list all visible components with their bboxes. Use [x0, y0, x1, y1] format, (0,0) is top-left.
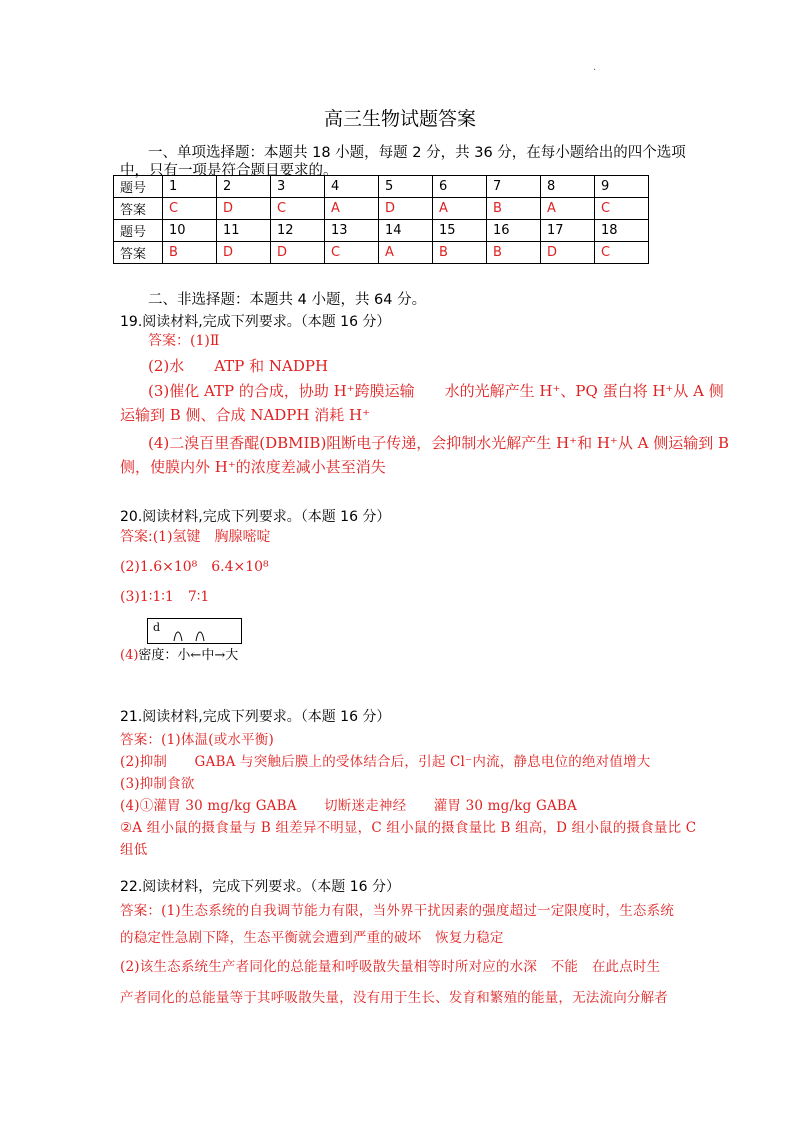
section1-intro-line2: 中，只有一项是符合题目要求的。	[120, 163, 338, 179]
table-cell-number: 10	[163, 220, 217, 242]
q22-answer-1-line2: 的稳定性急剧下降，生态平衡就会遭到严重的破坏 恢复力稳定	[120, 930, 504, 946]
q22-answer-1-line1: 答案：(1)生态系统的自我调节能力有限，当外界干扰因素的强度超过一定限度时，生态系统	[120, 903, 675, 919]
table-cell-number: 9	[595, 176, 649, 198]
table-cell-number: 4	[325, 176, 379, 198]
table-label-answer: 答案	[114, 242, 163, 264]
q21-answer-3: (3)抑制食欲	[120, 776, 195, 792]
table-row-answers	[114, 198, 649, 220]
q20-title: 20.阅读材料,完成下列要求。（本题 16 分）	[120, 509, 391, 525]
table-cell-answer: B	[487, 242, 541, 264]
table-cell-answer: B	[487, 198, 541, 220]
table-row-numbers	[114, 176, 649, 198]
section1-intro-line1: 一、单项选择题：本题共 18 小题，每题 2 分，共 36 分，在每小题给出的四个选项	[148, 145, 686, 161]
table-cell-answer: D	[217, 198, 271, 220]
table-label-question-number: 题号	[114, 220, 163, 242]
q20-answer-line1	[120, 526, 271, 546]
table-cell-answer: C	[595, 242, 649, 264]
page-title: 高三生物试题答案	[323, 108, 476, 130]
table-cell-number: 17	[541, 220, 595, 242]
q22-title: 22.阅读材料，完成下列要求。（本题 16 分）	[120, 879, 400, 895]
table-cell-answer: D	[217, 242, 271, 264]
section2-heading: 二、非选择题：本题共 4 小题，共 64 分。	[148, 292, 427, 308]
table-cell-number: 12	[271, 220, 325, 242]
table-cell-number: 1	[163, 176, 217, 198]
q19-answer-line1	[148, 330, 219, 350]
table-row-answers	[114, 242, 649, 264]
table-cell-answer: B	[163, 242, 217, 264]
q20-answer-label: 答案:	[120, 529, 153, 545]
q22-answer-2-line2: 产者同化的总能量等于其呼吸散失量，没有用于生长、发育和繁殖的能量，无法流向分解者	[120, 990, 668, 1006]
table-cell-number: 16	[487, 220, 541, 242]
q19-answer-2: (2)水 ATP 和 NADPH	[148, 357, 329, 375]
table-label-question-number: 题号	[114, 176, 163, 198]
table-cell-answer: C	[271, 198, 325, 220]
table-cell-answer: A	[325, 198, 379, 220]
table-cell-answer: D	[379, 198, 433, 220]
table-cell-answer: C	[595, 198, 649, 220]
q19-title: 19.阅读材料,完成下列要求。（本题 16 分）	[120, 314, 391, 330]
q21-answer-4: (4)①灌胃 30 mg/kg GABA 切断迷走神经 灌胃 30 mg/kg GABA	[120, 798, 577, 814]
q19-answer-label: 答案：	[148, 333, 190, 349]
table-cell-number: 18	[595, 220, 649, 242]
table-cell-answer: D	[271, 242, 325, 264]
density-axis-label: 密度：小←中→大	[138, 648, 239, 663]
table-cell-number: 11	[217, 220, 271, 242]
table-cell-answer: C	[325, 242, 379, 264]
q21-answer-5-line2: 组低	[120, 842, 148, 858]
answer-table	[113, 175, 649, 264]
table-cell-number: 7	[487, 176, 541, 198]
table-label-answer: 答案	[114, 198, 163, 220]
q21-title: 21.阅读材料,完成下列要求。（本题 16 分）	[120, 709, 391, 725]
table-cell-number: 8	[541, 176, 595, 198]
q20-answer-4-prefix: (4)	[120, 648, 139, 663]
table-cell-answer: A	[433, 198, 487, 220]
table-cell-answer: C	[163, 198, 217, 220]
table-cell-number: 2	[217, 176, 271, 198]
q20-answer-3: (3)1∶1∶1 7∶1	[120, 589, 210, 605]
table-cell-answer: D	[541, 242, 595, 264]
diagram-label-d: d	[153, 621, 161, 634]
table-row-numbers	[114, 220, 649, 242]
table-cell-answer: B	[433, 242, 487, 264]
q21-answer-5-line1: ②A 组小鼠的摄食量与 B 组差异不明显，C 组小鼠的摄食量比 B 组高，D 组小鼠的摄食量比 C	[120, 820, 697, 836]
q22-answer-2-line1: (2)该生态系统生产者同化的总能量和呼吸散失量相等时所对应的水深 不能 在此点时生	[120, 959, 661, 975]
q20-answer-2: (2)1.6×10⁸ 6.4×10⁸	[120, 559, 269, 575]
table-cell-number: 3	[271, 176, 325, 198]
q21-answer-2: (2)抑制 GABA 与突触后膜上的受体结合后，引起 Cl⁻内流，静息电位的绝对值增大	[120, 754, 651, 770]
q21-answer-1: 答案：(1)体温(或水平衡)	[120, 732, 274, 748]
table-cell-answer: A	[541, 198, 595, 220]
table-cell-number: 14	[379, 220, 433, 242]
q19-answer-4-line1: (4)二溴百里香醌(DBMIB)阻断电子传递，会抑制水光解产生 H⁺和 H⁺从 A 侧运输到 B	[148, 434, 730, 452]
density-gradient-diagram	[147, 618, 242, 644]
q20-answer-4	[120, 644, 238, 663]
q19-answer-4-line2: 侧，使膜内外 H⁺的浓度差减小甚至消失	[120, 458, 386, 476]
q19-answer-3-line2: 运输到 B 侧、合成 NADPH 消耗 H⁺	[120, 406, 371, 424]
q19-answer-1: (1)Ⅱ	[190, 333, 220, 349]
band-peaks-icon	[168, 625, 218, 643]
q19-answer-3-line1: (3)催化 ATP 的合成，协助 H⁺跨膜运输 水的光解产生 H⁺、PQ 蛋白将 H⁺从 A 侧	[148, 382, 724, 400]
table-cell-number: 6	[433, 176, 487, 198]
table-cell-number: 13	[325, 220, 379, 242]
table-cell-answer: A	[379, 242, 433, 264]
table-cell-number: 15	[433, 220, 487, 242]
header-dot: .	[593, 62, 597, 73]
q20-answer-1: (1)氢键 胸腺嘧啶	[152, 529, 271, 545]
table-cell-number: 5	[379, 176, 433, 198]
